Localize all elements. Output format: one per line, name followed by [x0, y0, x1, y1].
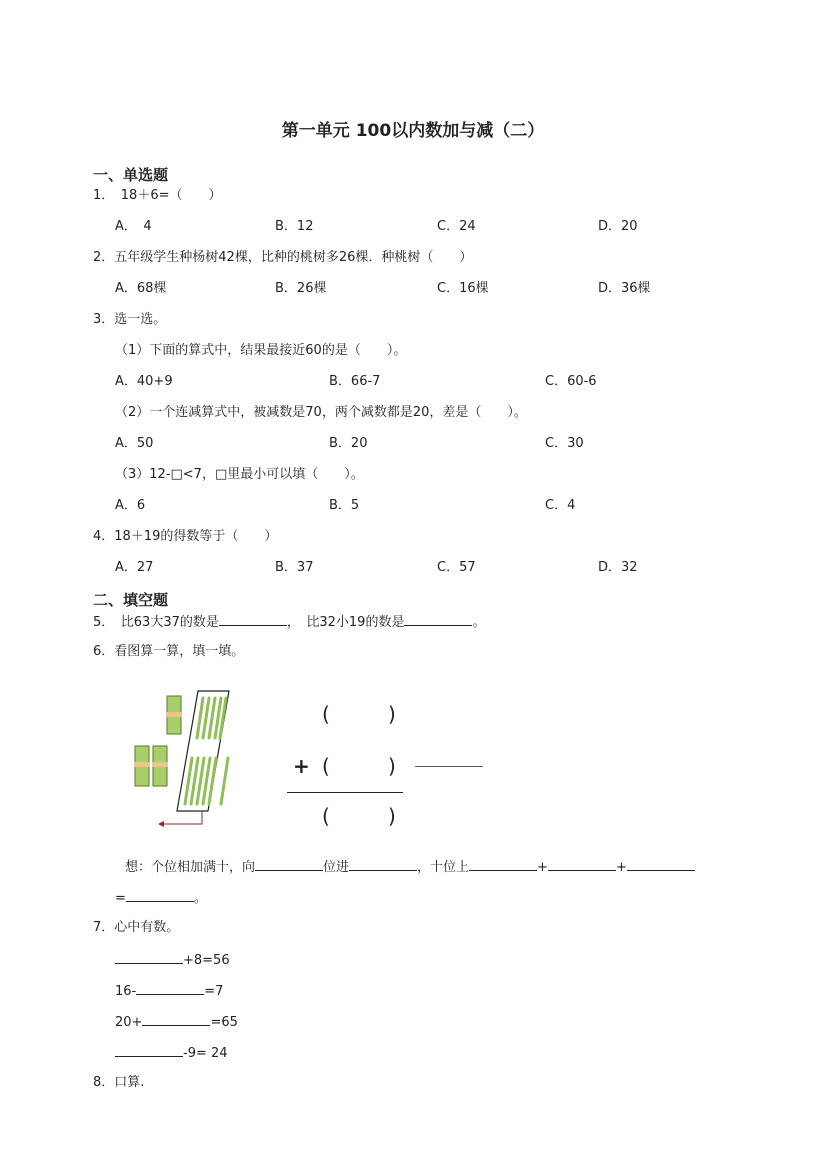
equation	[115, 1013, 238, 1031]
option: A．50	[115, 436, 154, 451]
option: C．16棵	[437, 281, 489, 296]
text: 。	[472, 615, 486, 630]
text: -9= 24	[183, 1046, 228, 1061]
paren-open: (	[322, 702, 330, 726]
paren-close: )	[388, 754, 396, 778]
option: B．5	[329, 498, 360, 513]
paren-close: )	[388, 804, 396, 828]
text: 20+	[115, 1015, 143, 1030]
text: 。	[193, 891, 207, 906]
sum-line	[287, 792, 403, 793]
text: =	[115, 891, 126, 906]
answer-line[interactable]	[415, 766, 483, 767]
arrow-icon	[160, 811, 202, 824]
answer-blank[interactable]	[404, 613, 472, 626]
option: A．6	[115, 498, 146, 513]
text: +	[615, 860, 627, 875]
option: D．36棵	[598, 281, 651, 296]
think-line-cont	[115, 889, 207, 907]
option: D．32	[598, 560, 638, 575]
sub-question-stem: （1）下面的算式中，结果最接近60的是（ ）。	[115, 343, 407, 358]
question-stem: 7．心中有数。	[93, 920, 180, 935]
option: D．20	[598, 219, 638, 234]
think-line	[125, 858, 695, 876]
question-stem: 1． 18＋6=（ ）	[93, 188, 222, 203]
option: C．60-6	[545, 374, 597, 389]
option: C．57	[437, 560, 476, 575]
answer-blank[interactable]	[548, 858, 616, 871]
question-stem: 4．18＋19的得数等于（ ）	[93, 529, 278, 544]
question-stem: 8．口算.	[93, 1075, 145, 1090]
text: +	[537, 860, 548, 875]
text: 16-	[115, 984, 137, 999]
option: A．68棵	[115, 281, 167, 296]
option: C．30	[545, 436, 584, 451]
question-stem: 2．五年级学生种杨树42棵，比种的桃树多26棵．种桃树（ ）	[93, 250, 473, 265]
option: A．40+9	[115, 374, 173, 389]
text: 位进	[323, 860, 350, 875]
section-heading: 一、单选题	[93, 166, 169, 184]
section-heading: 二、填空题	[93, 591, 169, 609]
equation	[115, 982, 223, 1000]
bundle-sticks-figure	[125, 686, 485, 836]
option: B．66-7	[329, 374, 381, 389]
text: =7	[204, 984, 224, 999]
option: A． 4	[115, 219, 152, 234]
answer-blank[interactable]	[219, 613, 287, 626]
single-sticks	[185, 698, 228, 804]
answer-blank[interactable]	[136, 982, 204, 995]
answer-blank[interactable]	[255, 858, 323, 871]
equation	[115, 951, 230, 969]
text: ，十位上	[417, 860, 470, 875]
answer-blank[interactable]	[627, 858, 695, 871]
text: +8=56	[183, 953, 230, 968]
option: B．20	[329, 436, 368, 451]
text: =65	[210, 1015, 238, 1030]
answer-blank[interactable]	[115, 1044, 183, 1057]
paren-close: )	[388, 702, 396, 726]
sub-question-stem: （2）一个连减算式中，被减数是70，两个减数都是20，差是（ ）。	[115, 405, 527, 420]
text: 想：个位相加满十，向	[125, 860, 256, 875]
option: C．24	[437, 219, 476, 234]
sub-question-stem: （3）12-□<7，□里最小可以填（ ）。	[115, 467, 364, 482]
text: ， 比32小19的数是	[286, 615, 405, 630]
option: C．4	[545, 498, 576, 513]
question-stem: 3．选一选。	[93, 312, 167, 327]
equation	[115, 1044, 228, 1062]
option: B．26棵	[275, 281, 327, 296]
answer-blank[interactable]	[115, 951, 183, 964]
bundle-icon	[134, 696, 182, 786]
option: A．27	[115, 560, 154, 575]
question-stem: 6．看图算一算，填一填。	[93, 644, 245, 659]
option: B．12	[275, 219, 314, 234]
page-title: 第一单元 100以内数加与减（二）	[281, 121, 545, 141]
answer-blank[interactable]	[126, 889, 194, 902]
plus-sign: +	[293, 754, 310, 778]
answer-blank[interactable]	[142, 1013, 210, 1026]
answer-blank[interactable]	[469, 858, 537, 871]
option: B．37	[275, 560, 314, 575]
question-5	[93, 613, 485, 631]
paren-open: (	[322, 754, 330, 778]
paren-open: (	[322, 804, 330, 828]
answer-blank[interactable]	[349, 858, 417, 871]
text: 5． 比63大37的数是	[93, 615, 219, 630]
